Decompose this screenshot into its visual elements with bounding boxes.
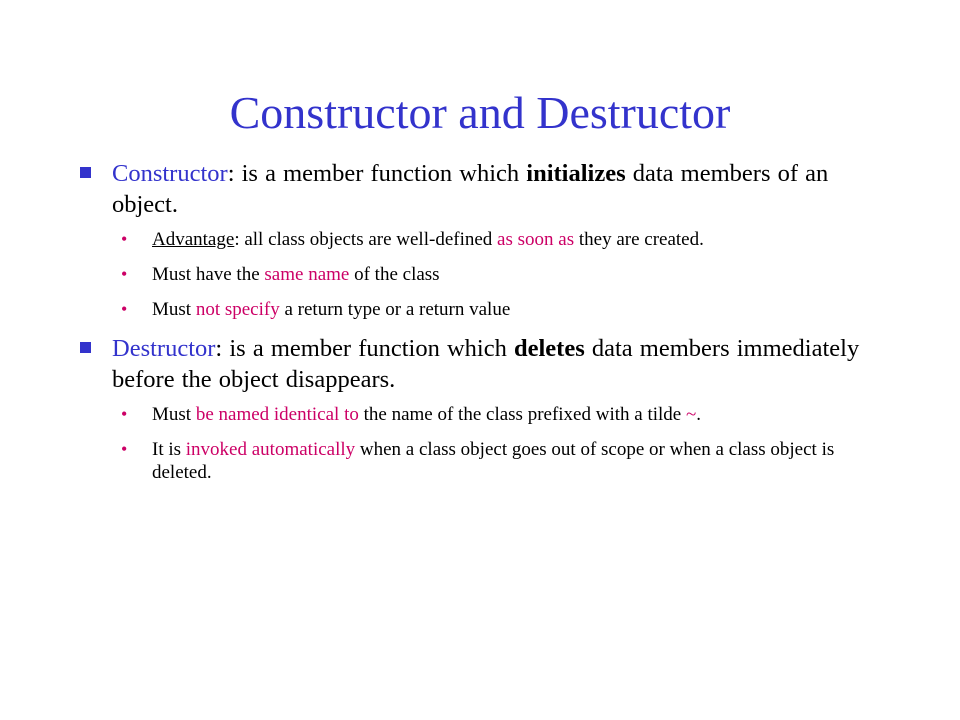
square-bullet-icon xyxy=(80,167,91,178)
constructor-text-before: is a member function which xyxy=(234,160,527,187)
dot-bullet-icon: • xyxy=(121,264,128,284)
invoked-subitem xyxy=(74,438,852,484)
dot-bullet-icon: • xyxy=(121,439,128,459)
no-return-highlight: not specify xyxy=(195,299,280,320)
same-name-text1: Must have the xyxy=(152,264,265,285)
dot-bullet-icon: • xyxy=(121,299,128,319)
square-bullet-icon xyxy=(80,342,91,353)
constructor-term: Constructor xyxy=(112,160,228,187)
slide-content xyxy=(74,158,864,496)
no-return-text1: Must xyxy=(152,299,196,320)
naming-text2: the name of the class prefixed with a tilde xyxy=(358,404,686,425)
destructor-bold-word: deletes xyxy=(514,335,585,362)
invoked-highlight: invoked automatically xyxy=(185,439,356,460)
invoked-text2: when a class object goes out of scope or when a class object is deleted. xyxy=(152,439,835,483)
naming-highlight: be named identical to xyxy=(195,404,359,425)
destructor-term: Destructor xyxy=(112,335,216,362)
naming-subitem xyxy=(74,403,852,426)
no-return-subitem xyxy=(74,298,852,321)
constructor-text-after: data members of an object. xyxy=(112,160,829,218)
destructor-bullet xyxy=(74,333,864,395)
invoked-text1: It is xyxy=(152,439,186,460)
same-name-highlight: same name xyxy=(264,264,350,285)
constructor-bold-word: initializes xyxy=(526,160,626,187)
dot-bullet-icon: • xyxy=(121,404,128,424)
advantage-label: Advantage xyxy=(152,229,235,250)
advantage-subitem xyxy=(74,228,852,251)
same-name-subitem xyxy=(74,263,852,286)
constructor-bullet xyxy=(74,158,864,220)
advantage-text1: : all class objects are well-defined xyxy=(234,229,498,250)
naming-end: . xyxy=(696,404,702,425)
constructor-colon: : xyxy=(227,160,235,187)
advantage-text2: they are created. xyxy=(574,229,704,250)
naming-text1: Must xyxy=(152,404,196,425)
dot-bullet-icon: • xyxy=(121,229,128,249)
tilde-symbol: ~ xyxy=(685,404,697,425)
advantage-highlight: as soon as xyxy=(497,229,575,250)
destructor-colon: : xyxy=(215,335,223,362)
destructor-text-before: is a member function which xyxy=(222,335,514,362)
destructor-text-after: data members immediately before the object disappears. xyxy=(112,335,860,393)
same-name-text2: of the class xyxy=(349,264,440,285)
no-return-text2: a return type or a return value xyxy=(279,299,511,320)
slide-title: Constructor and Destructor xyxy=(229,87,731,138)
